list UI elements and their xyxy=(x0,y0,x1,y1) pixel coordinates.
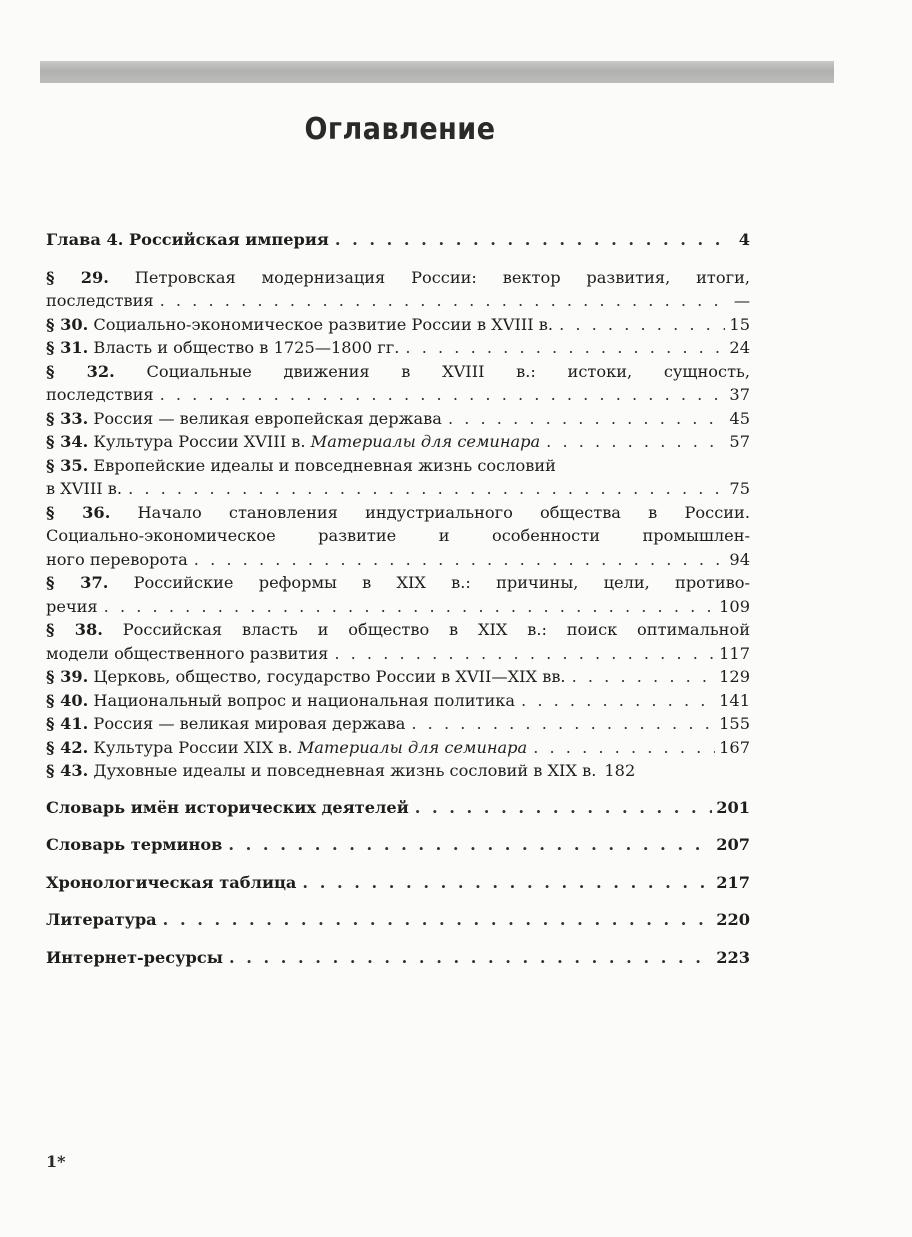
page-number: 75 xyxy=(729,479,750,498)
page-number: 223 xyxy=(716,947,750,967)
toc-section-37[interactable] xyxy=(46,571,750,618)
section-title-cont: последствия xyxy=(46,291,154,310)
dot-leader xyxy=(546,430,725,454)
page-number: 207 xyxy=(716,835,750,854)
page-number: 24 xyxy=(729,338,750,357)
section-number: § 40. xyxy=(46,690,89,710)
section-number: § 33. xyxy=(46,408,89,428)
page-number: 109 xyxy=(719,596,750,616)
dot-leader xyxy=(128,477,725,501)
section-title: Россия — великая европейская держава xyxy=(93,408,442,428)
page-number: 129 xyxy=(719,667,750,686)
section-number: § 30. xyxy=(46,314,89,334)
toc-section-33[interactable] xyxy=(46,407,750,431)
dot-leader xyxy=(335,228,728,252)
dot-leader xyxy=(229,946,712,970)
page-number: 4 xyxy=(738,230,750,249)
section-title: Духовные идеалы и повседневная жизнь сословий в XIX в. xyxy=(93,761,597,780)
section-title: Социально-экономическое развитие России в XVIII в. xyxy=(93,314,554,334)
appendix-label: Словарь терминов xyxy=(46,835,223,854)
seminar-label: Материалы для семинара xyxy=(297,737,528,757)
section-title: Власть и общество в 1725—1800 гг. xyxy=(93,338,400,357)
dot-leader xyxy=(302,871,712,895)
section-number: § 42. xyxy=(46,737,89,757)
dot-leader xyxy=(448,407,725,431)
toc-section-39[interactable] xyxy=(46,665,750,689)
page-number: 167 xyxy=(719,737,750,757)
dot-leader xyxy=(559,313,725,337)
appendix-label: Словарь имён исторических деятелей xyxy=(46,797,409,817)
section-number: § 29. xyxy=(46,267,109,287)
section-title: Культура России XVIII в. xyxy=(93,432,306,451)
page-number: — xyxy=(733,291,750,310)
section-number: § 43. xyxy=(46,761,89,780)
page-number: 182 xyxy=(604,761,636,780)
page-title: Оглавление xyxy=(304,112,496,148)
header-band xyxy=(40,61,834,83)
chapter-label: Глава 4. Российская империя xyxy=(46,230,329,249)
page-number: 94 xyxy=(729,549,750,569)
toc-section-43[interactable] xyxy=(46,759,750,783)
page-number: 117 xyxy=(719,643,750,663)
appendix-label: Литература xyxy=(46,910,157,929)
dot-leader xyxy=(160,289,728,313)
signature-mark: 1* xyxy=(46,1152,66,1171)
toc-section-36[interactable] xyxy=(46,501,750,572)
dot-leader xyxy=(572,665,716,689)
section-number: § 31. xyxy=(46,338,89,357)
page-number: 141 xyxy=(719,690,750,710)
toc-section-35[interactable] xyxy=(46,454,750,501)
dot-leader xyxy=(104,595,715,619)
appendix-label: Интернет-ресурсы xyxy=(46,947,223,967)
toc-literature[interactable] xyxy=(46,908,750,932)
toc-section-41[interactable] xyxy=(46,712,750,736)
appendix-label: Хронологическая таблица xyxy=(46,872,297,892)
table-of-contents xyxy=(46,228,750,969)
section-title: Церковь, общество, государство России в XVII—XIX вв. xyxy=(93,667,566,686)
section-number: § 34. xyxy=(46,432,89,451)
toc-internet-resources[interactable] xyxy=(46,946,750,970)
toc-section-42[interactable] xyxy=(46,736,750,760)
section-number: § 36. xyxy=(46,502,111,522)
toc-chronology-table[interactable] xyxy=(46,871,750,895)
toc-section-32[interactable] xyxy=(46,360,750,407)
section-title-cont: речия xyxy=(46,596,98,616)
section-title: Социальные движения в XVIII в.: истоки, сущность, xyxy=(146,361,750,381)
page-number: 201 xyxy=(716,797,750,817)
section-title: Европейские идеалы и повседневная жизнь сословий xyxy=(93,455,556,475)
dot-leader xyxy=(160,383,726,407)
dot-leader xyxy=(163,908,713,932)
toc-names-dictionary[interactable] xyxy=(46,796,750,820)
section-number: § 37. xyxy=(46,573,109,592)
toc-section-29[interactable] xyxy=(46,266,750,313)
section-title-cont: последствия xyxy=(46,385,154,404)
page-number: 15 xyxy=(729,314,750,334)
toc-chapter-4[interactable] xyxy=(46,228,750,252)
toc-section-34[interactable] xyxy=(46,430,750,454)
section-title: Петровская модернизация России: вектор развития, итоги, xyxy=(134,267,750,287)
toc-section-40[interactable] xyxy=(46,689,750,713)
section-title-cont: ного переворота xyxy=(46,549,188,569)
section-title-cont: модели общественного развития xyxy=(46,643,329,663)
section-title: Россия — великая мировая держава xyxy=(93,714,406,733)
section-number: § 41. xyxy=(46,714,89,733)
page-number: 217 xyxy=(716,872,750,892)
dot-leader xyxy=(521,689,715,713)
section-title: Начало становления индустриального общества в России. xyxy=(137,502,750,522)
seminar-label: Материалы для семинара xyxy=(310,432,541,451)
section-title-cont: Социально-экономическое развитие и особенности промышлен- xyxy=(46,526,750,545)
toc-terms-dictionary[interactable] xyxy=(46,833,750,857)
dot-leader xyxy=(411,712,715,736)
section-title: Российские реформы в XIX в.: причины, цели, противо- xyxy=(133,573,750,592)
section-number: § 32. xyxy=(46,361,115,381)
section-number: § 38. xyxy=(46,620,103,639)
page-number: 37 xyxy=(729,385,750,404)
page-number: 57 xyxy=(729,432,750,451)
dot-leader xyxy=(405,336,725,360)
section-number: § 39. xyxy=(46,667,89,686)
dot-leader xyxy=(334,642,715,666)
page-number: 45 xyxy=(729,408,750,428)
section-title: Культура России XIX в. xyxy=(93,737,293,757)
page-number: 220 xyxy=(716,910,750,929)
page-number: 155 xyxy=(719,714,750,733)
section-title-cont: в XVIII в. xyxy=(46,479,123,498)
section-title: Национальный вопрос и национальная политика xyxy=(93,690,516,710)
toc-section-31[interactable] xyxy=(46,336,750,360)
dot-leader xyxy=(194,548,726,572)
dot-leader xyxy=(415,796,712,820)
section-number: § 35. xyxy=(46,455,89,475)
dot-leader xyxy=(228,833,712,857)
section-title: Российская власть и общество в XIX в.: поиск оптимальной xyxy=(122,620,750,639)
toc-section-30[interactable] xyxy=(46,313,750,337)
dot-leader xyxy=(533,736,715,760)
toc-section-38[interactable] xyxy=(46,618,750,665)
